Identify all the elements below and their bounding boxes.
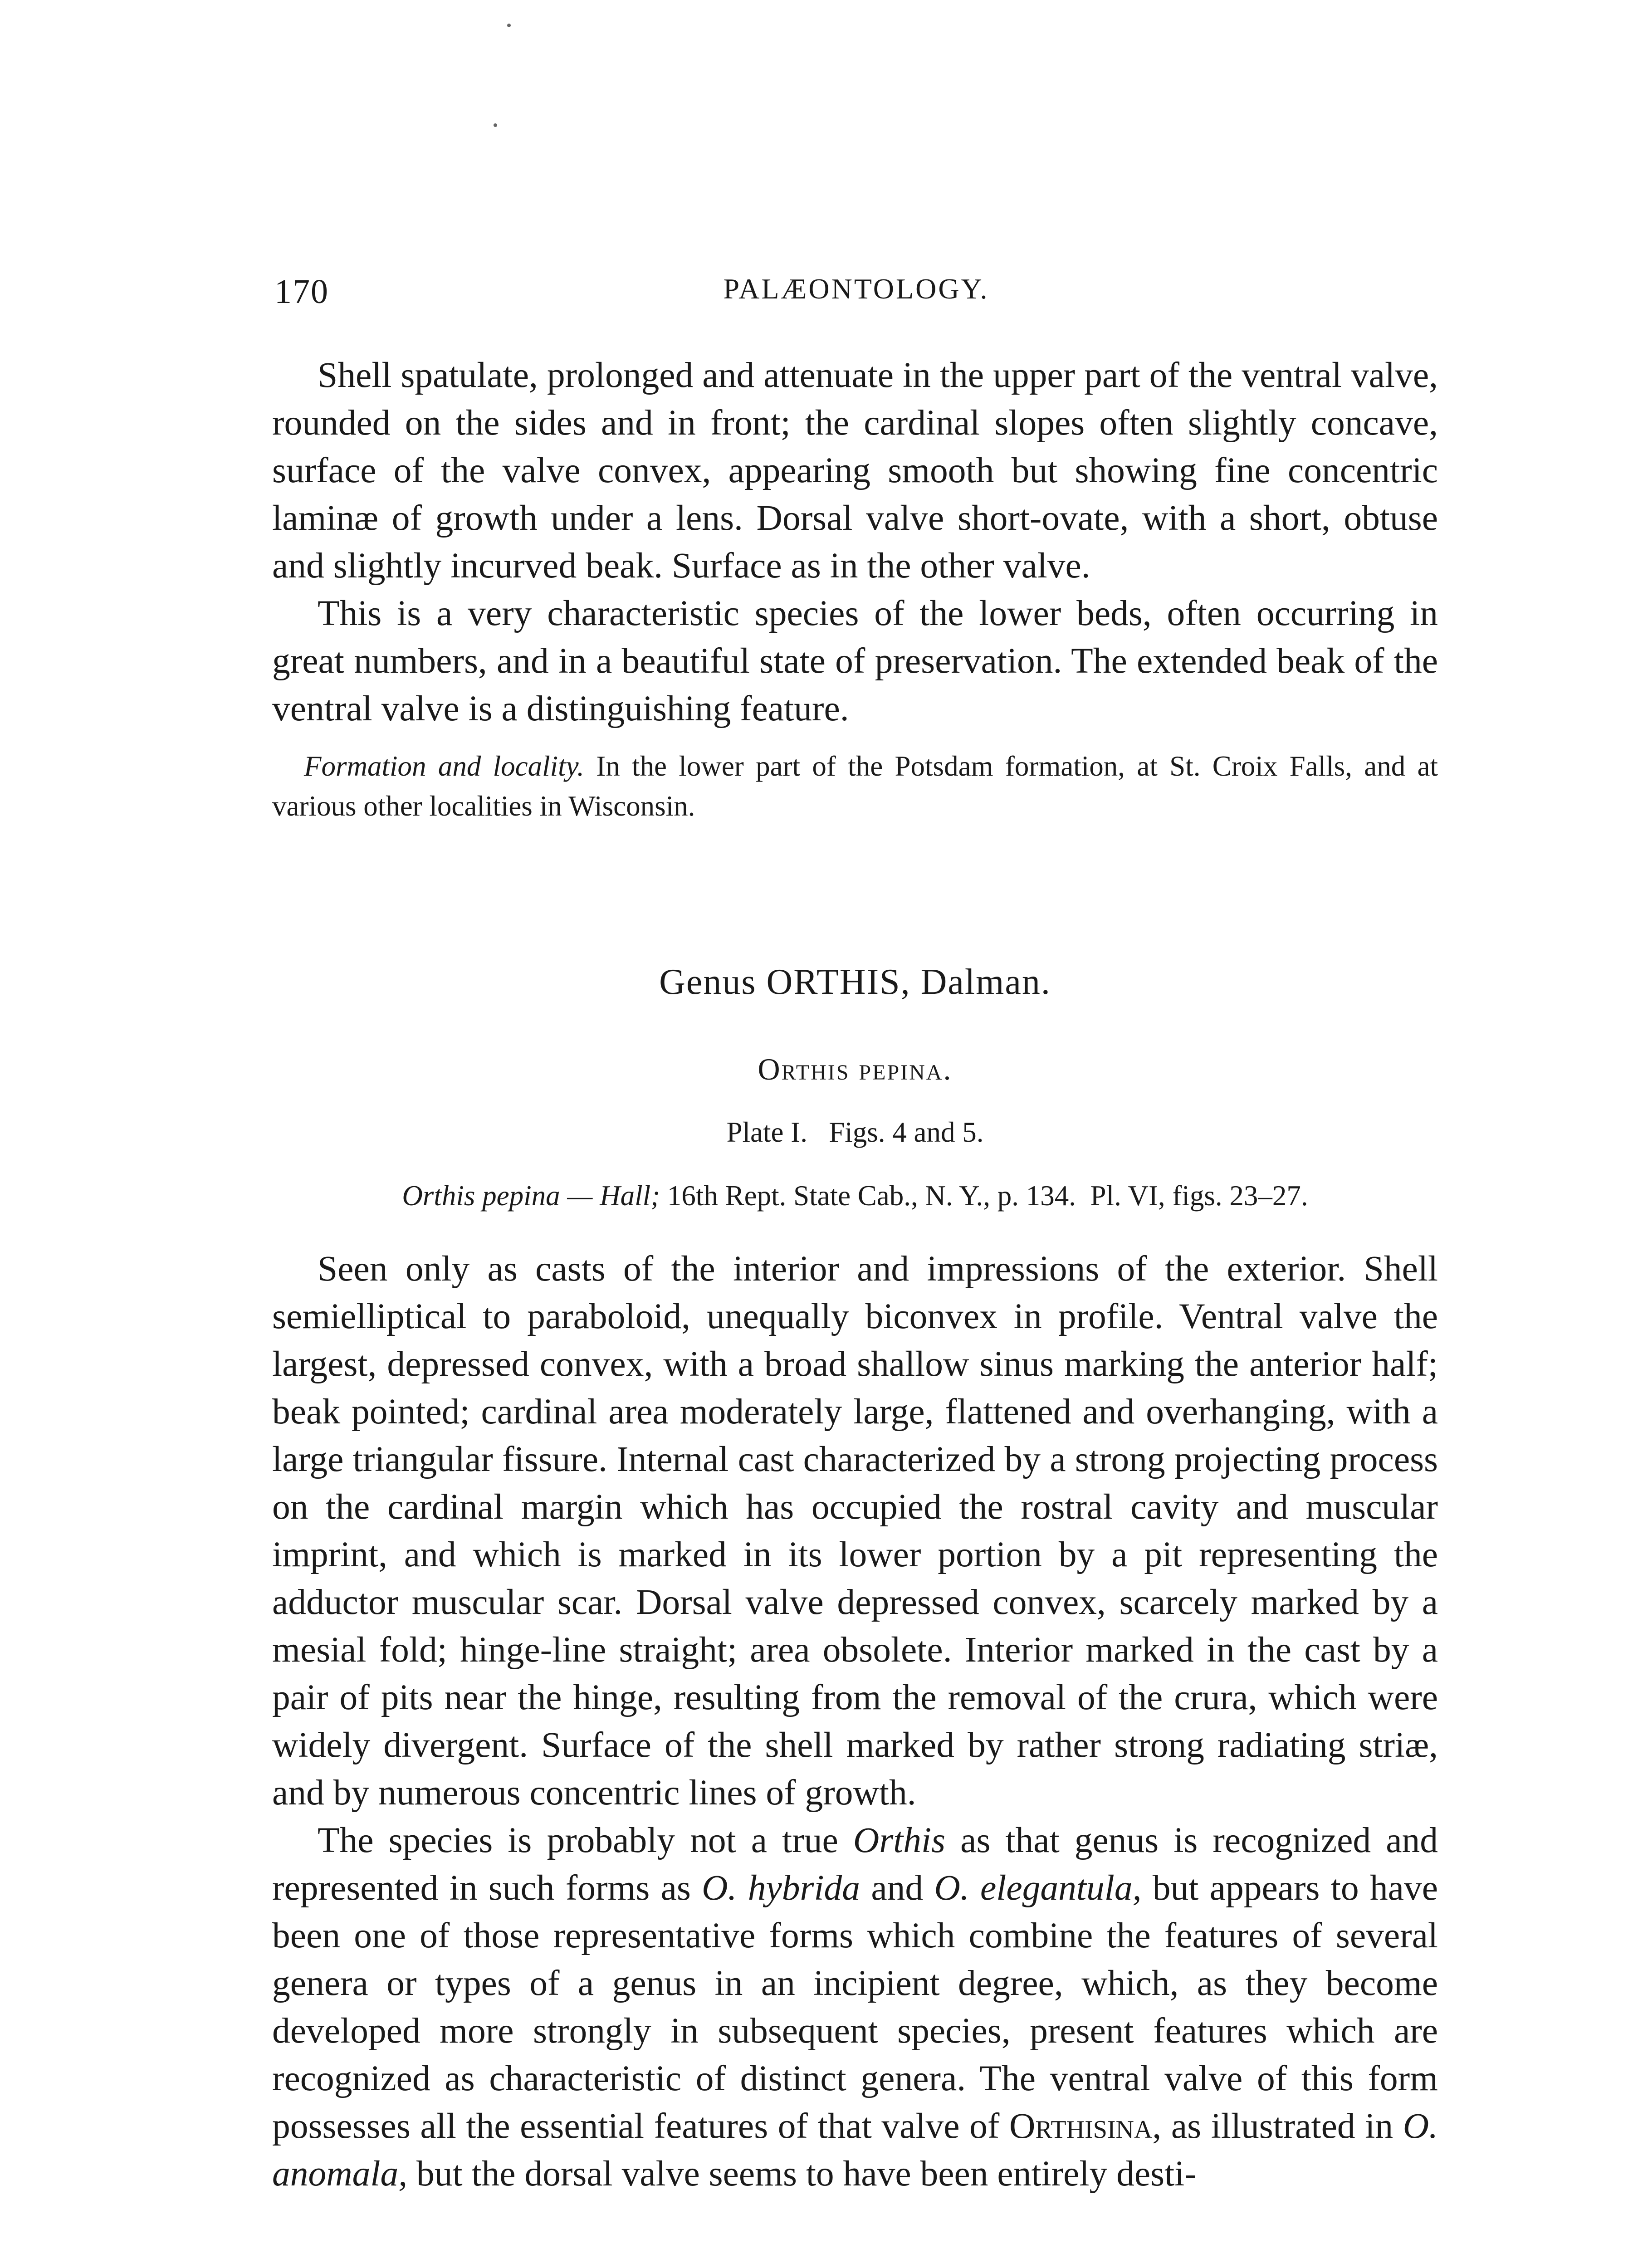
discussion-text: but appears to have been one of those representative forms which combine the features of several genera or types of a genus in an incipient degree, which, as they become developed more strongly in subsequent species, present features which are recognized as characteristic of distinct genera. The ventral valve of this form possesses all the essential features of that valve of xyxy=(272,1868,1438,2146)
discussion-text: and xyxy=(860,1868,934,1908)
synonymy-line xyxy=(272,1179,1438,1212)
species-text xyxy=(272,1245,1438,2198)
genus-name-smallcaps: Orthisina xyxy=(1009,2106,1153,2146)
discussion-text: as that genus is recognized and represented in such forms as xyxy=(272,1820,1438,1908)
synonym-name: Orthis pepina — Hall; xyxy=(402,1180,660,1212)
discussion-text: The species is probably not a true xyxy=(318,1820,853,1860)
synonym-citation: 16th Rept. State Cab., N. Y., p. 134. Pl. VI, figs. 23–27. xyxy=(667,1180,1308,1212)
page-number: 170 xyxy=(274,273,329,311)
species-name-italic: O. anomala, xyxy=(272,2106,1438,2194)
plate-reference: Plate I. Figs. 4 and 5. xyxy=(726,1116,984,1148)
species-description-paragraph: Seen only as casts of the interior and impressions of the exterior. Shell semielliptical to paraboloid, unequally biconvex in profile. Ventral valve the largest, depressed convex, with a broad shallow sinus marking the anterior half; beak pointed; cardinal area moderately large, flattened and overhanging, with a large triangular fissure. Internal cast characterized by a strong projecting process on the cardinal margin which has occupied the rostral cavity and muscular imprint, and which is marked in its lower portion by a pit representing the adductor muscular scar. Dorsal valve depressed convex, scarcely marked by a mesial fold; hinge-line straight; area obsolete. Interior marked in the cast by a pair of pits near the hinge, resulting from the removal of the crura, which were widely divergent. Surface of the shell marked by rather strong radiating striæ, and by numerous concentric lines of growth. xyxy=(272,1249,1438,1813)
remarks-paragraph: This is a very characteristic species of the lower beds, often occurring in great numbers, and in a beautiful state of preservation. The extended beak of the ventral valve is a distinguishing feature. xyxy=(272,593,1438,728)
page-header xyxy=(274,272,1438,313)
discussion-paragraph xyxy=(272,1817,1438,2198)
formation-text: In the lower part of the Potsdam formation, at St. Croix Falls, and at various other localities in Wisconsin. xyxy=(272,750,1438,822)
discussion-text: but the dorsal valve seems to have been entirely desti- xyxy=(407,2154,1197,2194)
discussion-text: , as illustrated in xyxy=(1152,2106,1403,2146)
genus-heading: Genus ORTHIS, Dalman. xyxy=(659,962,1051,1002)
running-head: PALÆONTOLOGY. xyxy=(723,273,989,305)
species-description-paragraph: Shell spatulate, prolonged and attenuate in the upper part of the ventral valve, rounded on the sides and in front; the cardinal slopes often slightly concave, surface of the valve convex, appearing smooth but showing fine concentric laminæ of growth under a lens. Dorsal valve short-ovate, with a short, obtuse and slightly incurved beak. Surface as in the other valve. xyxy=(272,355,1438,586)
top-section xyxy=(272,352,1438,826)
species-name-italic: O. elegantula, xyxy=(934,1868,1142,1908)
species-heading: Orthis pepina. xyxy=(758,1052,953,1086)
speck-mark xyxy=(494,123,497,127)
formation-locality-note xyxy=(272,746,1438,826)
species-name-italic: O. hybrida xyxy=(702,1868,861,1908)
speck-mark xyxy=(507,24,511,27)
genus-name-italic: Orthis xyxy=(853,1820,946,1860)
formation-label: Formation and locality. xyxy=(304,750,584,782)
